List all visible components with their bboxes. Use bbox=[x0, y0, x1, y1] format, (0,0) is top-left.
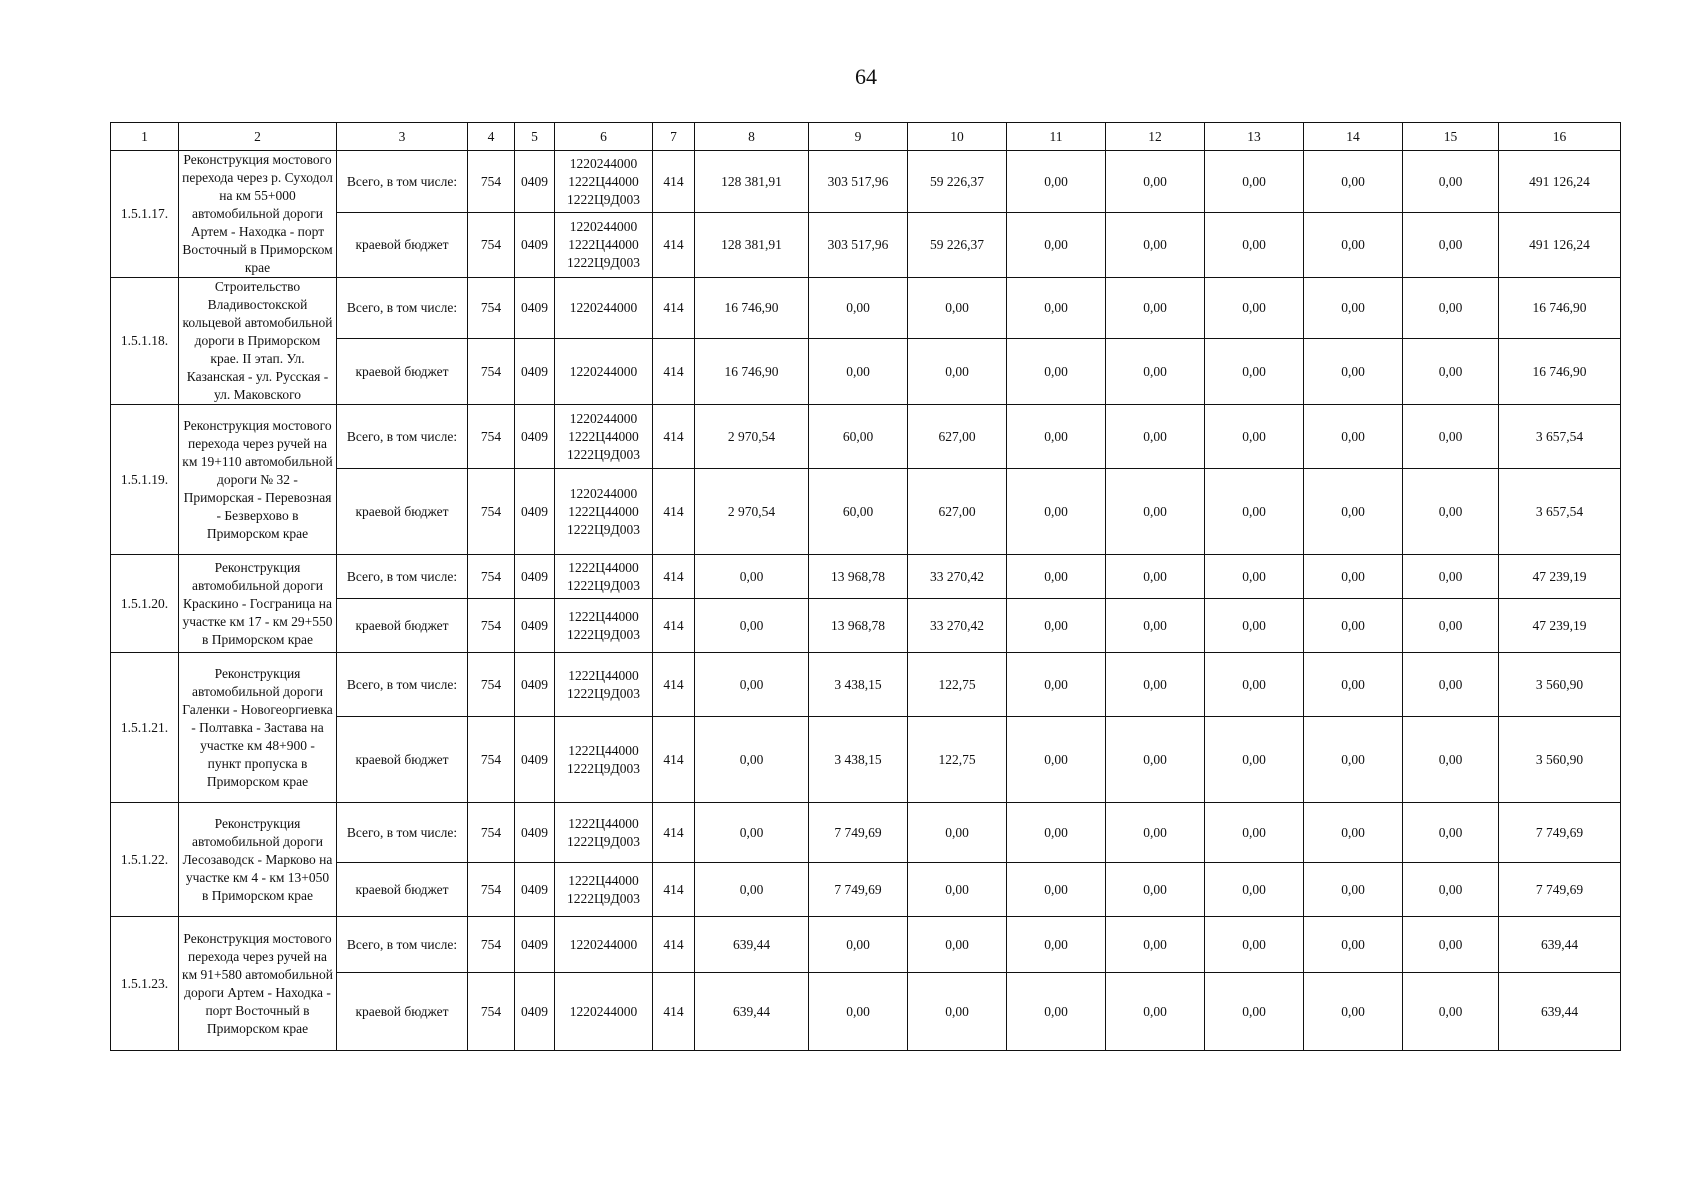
code-expense-type: 414 bbox=[653, 213, 695, 278]
amount-cell: 0,00 bbox=[1007, 599, 1106, 653]
target-article-code: 1222Ц44000 bbox=[568, 608, 639, 624]
amount-cell: 0,00 bbox=[1403, 917, 1499, 973]
column-header: 15 bbox=[1403, 123, 1499, 151]
code-section: 0409 bbox=[515, 717, 555, 803]
amount-cell: 2 970,54 bbox=[695, 405, 809, 469]
item-number: 1.5.1.22. bbox=[111, 803, 179, 917]
amount-cell: 0,00 bbox=[695, 717, 809, 803]
amount-cell: 0,00 bbox=[1403, 278, 1499, 339]
target-article-code: 1222Ц44000 bbox=[568, 173, 639, 189]
amount-cell: 3 438,15 bbox=[809, 717, 908, 803]
code-grbs: 754 bbox=[468, 469, 515, 555]
amount-cell: 0,00 bbox=[1304, 917, 1403, 973]
table-row bbox=[111, 213, 1621, 278]
code-grbs: 754 bbox=[468, 151, 515, 213]
amount-cell: 47 239,19 bbox=[1499, 599, 1621, 653]
column-header: 2 bbox=[179, 123, 337, 151]
code-target-article bbox=[555, 599, 653, 653]
amount-cell: 0,00 bbox=[1205, 973, 1304, 1051]
code-target-article bbox=[555, 555, 653, 599]
amount-cell: 0,00 bbox=[1304, 278, 1403, 339]
amount-cell: 16 746,90 bbox=[1499, 339, 1621, 405]
table-row bbox=[111, 278, 1621, 339]
code-section: 0409 bbox=[515, 213, 555, 278]
funding-source: Всего, в том числе: bbox=[337, 555, 468, 599]
amount-cell: 0,00 bbox=[1007, 469, 1106, 555]
column-header: 11 bbox=[1007, 123, 1106, 151]
item-name: Реконструкция мостового перехода через р. Суходол на км 55+000 автомобильной дороги Артем - Находка - порт Восточный в Приморском крае bbox=[179, 151, 337, 278]
funding-source: Всего, в том числе: bbox=[337, 653, 468, 717]
amount-cell: 0,00 bbox=[1205, 863, 1304, 917]
amount-cell: 0,00 bbox=[1007, 213, 1106, 278]
amount-cell: 0,00 bbox=[1205, 653, 1304, 717]
code-grbs: 754 bbox=[468, 599, 515, 653]
amount-cell: 0,00 bbox=[1106, 803, 1205, 863]
amount-cell: 0,00 bbox=[1007, 973, 1106, 1051]
amount-cell: 0,00 bbox=[1007, 278, 1106, 339]
amount-cell: 3 560,90 bbox=[1499, 717, 1621, 803]
funding-source: Всего, в том числе: bbox=[337, 151, 468, 213]
amount-cell: 491 126,24 bbox=[1499, 213, 1621, 278]
funding-source: Всего, в том числе: bbox=[337, 803, 468, 863]
code-section: 0409 bbox=[515, 863, 555, 917]
amount-cell: 0,00 bbox=[1007, 405, 1106, 469]
item-name: Реконструкция автомобильной дороги Краскино - Госграница на участке км 17 - км 29+550 в Приморском крае bbox=[179, 555, 337, 653]
code-expense-type: 414 bbox=[653, 339, 695, 405]
amount-cell: 2 970,54 bbox=[695, 469, 809, 555]
amount-cell: 0,00 bbox=[1205, 599, 1304, 653]
target-article-code: 1220244000 bbox=[569, 410, 638, 426]
column-header: 13 bbox=[1205, 123, 1304, 151]
code-target-article bbox=[555, 863, 653, 917]
amount-cell: 0,00 bbox=[1007, 653, 1106, 717]
table-row bbox=[111, 803, 1621, 863]
code-expense-type: 414 bbox=[653, 653, 695, 717]
code-grbs: 754 bbox=[468, 717, 515, 803]
amount-cell: 122,75 bbox=[908, 717, 1007, 803]
amount-cell: 0,00 bbox=[809, 973, 908, 1051]
amount-cell: 0,00 bbox=[1205, 717, 1304, 803]
code-grbs: 754 bbox=[468, 339, 515, 405]
amount-cell: 0,00 bbox=[908, 973, 1007, 1051]
code-section: 0409 bbox=[515, 151, 555, 213]
amount-cell: 0,00 bbox=[1403, 973, 1499, 1051]
amount-cell: 7 749,69 bbox=[809, 863, 908, 917]
amount-cell: 0,00 bbox=[1106, 339, 1205, 405]
amount-cell: 0,00 bbox=[1205, 405, 1304, 469]
amount-cell: 0,00 bbox=[1304, 599, 1403, 653]
amount-cell: 60,00 bbox=[809, 405, 908, 469]
column-header: 12 bbox=[1106, 123, 1205, 151]
amount-cell: 0,00 bbox=[1007, 151, 1106, 213]
item-number: 1.5.1.18. bbox=[111, 278, 179, 405]
amount-cell: 0,00 bbox=[1205, 469, 1304, 555]
code-expense-type: 414 bbox=[653, 599, 695, 653]
target-article-code: 1220244000 bbox=[569, 300, 638, 316]
amount-cell: 0,00 bbox=[695, 863, 809, 917]
funding-source: краевой бюджет bbox=[337, 213, 468, 278]
target-article-code: 1222Ц9Д003 bbox=[567, 833, 640, 849]
amount-cell: 0,00 bbox=[1007, 863, 1106, 917]
code-grbs: 754 bbox=[468, 555, 515, 599]
amount-cell: 33 270,42 bbox=[908, 555, 1007, 599]
target-article-code: 1220244000 bbox=[569, 363, 638, 379]
amount-cell: 0,00 bbox=[1403, 469, 1499, 555]
amount-cell: 0,00 bbox=[1205, 555, 1304, 599]
item-number: 1.5.1.19. bbox=[111, 405, 179, 555]
amount-cell: 0,00 bbox=[1106, 278, 1205, 339]
code-grbs: 754 bbox=[468, 803, 515, 863]
amount-cell: 0,00 bbox=[1007, 803, 1106, 863]
item-name: Реконструкция автомобильной дороги Галенки - Новогеоргиевка - Полтавка - Застава на участке км 48+900 - пункт пропуска в Приморском крае bbox=[179, 653, 337, 803]
amount-cell: 0,00 bbox=[1304, 555, 1403, 599]
amount-cell: 639,44 bbox=[695, 917, 809, 973]
amount-cell: 0,00 bbox=[1403, 339, 1499, 405]
target-article-code: 1222Ц9Д003 bbox=[567, 760, 640, 776]
amount-cell: 0,00 bbox=[1106, 555, 1205, 599]
budget-table bbox=[110, 122, 1621, 1051]
column-header: 8 bbox=[695, 123, 809, 151]
amount-cell: 0,00 bbox=[1106, 863, 1205, 917]
table-body bbox=[111, 151, 1621, 1051]
code-expense-type: 414 bbox=[653, 151, 695, 213]
amount-cell: 0,00 bbox=[1403, 151, 1499, 213]
target-article-code: 1220244000 bbox=[569, 1003, 638, 1019]
code-section: 0409 bbox=[515, 599, 555, 653]
target-article-code: 1222Ц44000 bbox=[568, 742, 639, 758]
amount-cell: 122,75 bbox=[908, 653, 1007, 717]
table-row bbox=[111, 469, 1621, 555]
code-expense-type: 414 bbox=[653, 555, 695, 599]
table-row bbox=[111, 973, 1621, 1051]
table-row bbox=[111, 599, 1621, 653]
code-target-article bbox=[555, 339, 653, 405]
amount-cell: 0,00 bbox=[1205, 339, 1304, 405]
funding-source: краевой бюджет bbox=[337, 469, 468, 555]
amount-cell: 0,00 bbox=[1106, 599, 1205, 653]
code-target-article bbox=[555, 151, 653, 213]
code-expense-type: 414 bbox=[653, 405, 695, 469]
target-article-code: 1222Ц44000 bbox=[568, 503, 639, 519]
amount-cell: 0,00 bbox=[1007, 339, 1106, 405]
code-target-article bbox=[555, 405, 653, 469]
target-article-code: 1222Ц44000 bbox=[568, 428, 639, 444]
item-name: Реконструкция мостового перехода через ручей на км 19+110 автомобильной дороги № 32 - Приморская - Перевозная - Безверхово в Приморском крае bbox=[179, 405, 337, 555]
code-target-article bbox=[555, 278, 653, 339]
amount-cell: 16 746,90 bbox=[695, 339, 809, 405]
code-grbs: 754 bbox=[468, 917, 515, 973]
amount-cell: 0,00 bbox=[1304, 469, 1403, 555]
target-article-code: 1222Ц9Д003 bbox=[567, 446, 640, 462]
target-article-code: 1222Ц9Д003 bbox=[567, 577, 640, 593]
amount-cell: 0,00 bbox=[809, 917, 908, 973]
code-grbs: 754 bbox=[468, 278, 515, 339]
amount-cell: 128 381,91 bbox=[695, 151, 809, 213]
amount-cell: 0,00 bbox=[1403, 599, 1499, 653]
amount-cell: 0,00 bbox=[1106, 405, 1205, 469]
column-header: 6 bbox=[555, 123, 653, 151]
amount-cell: 13 968,78 bbox=[809, 599, 908, 653]
amount-cell: 0,00 bbox=[695, 653, 809, 717]
target-article-code: 1220244000 bbox=[569, 219, 638, 235]
column-header: 7 bbox=[653, 123, 695, 151]
amount-cell: 0,00 bbox=[908, 863, 1007, 917]
item-name: Реконструкция автомобильной дороги Лесозаводск - Марково на участке км 4 - км 13+050 в Приморском крае bbox=[179, 803, 337, 917]
amount-cell: 639,44 bbox=[1499, 917, 1621, 973]
table-row bbox=[111, 339, 1621, 405]
target-article-code: 1222Ц9Д003 bbox=[567, 255, 640, 271]
amount-cell: 0,00 bbox=[1007, 917, 1106, 973]
amount-cell: 639,44 bbox=[695, 973, 809, 1051]
amount-cell: 16 746,90 bbox=[695, 278, 809, 339]
column-header: 14 bbox=[1304, 123, 1403, 151]
amount-cell: 0,00 bbox=[1403, 405, 1499, 469]
target-article-code: 1222Ц44000 bbox=[568, 667, 639, 683]
code-section: 0409 bbox=[515, 405, 555, 469]
column-header: 1 bbox=[111, 123, 179, 151]
amount-cell: 0,00 bbox=[1304, 151, 1403, 213]
code-target-article bbox=[555, 213, 653, 278]
amount-cell: 0,00 bbox=[1304, 973, 1403, 1051]
amount-cell: 0,00 bbox=[1106, 717, 1205, 803]
amount-cell: 0,00 bbox=[1205, 278, 1304, 339]
target-article-code: 1222Ц44000 bbox=[568, 237, 639, 253]
amount-cell: 0,00 bbox=[1304, 405, 1403, 469]
amount-cell: 47 239,19 bbox=[1499, 555, 1621, 599]
code-section: 0409 bbox=[515, 339, 555, 405]
amount-cell: 0,00 bbox=[695, 555, 809, 599]
amount-cell: 59 226,37 bbox=[908, 151, 1007, 213]
amount-cell: 0,00 bbox=[1106, 213, 1205, 278]
funding-source: краевой бюджет bbox=[337, 717, 468, 803]
amount-cell: 0,00 bbox=[1403, 213, 1499, 278]
target-article-code: 1222Ц44000 bbox=[568, 815, 639, 831]
code-section: 0409 bbox=[515, 917, 555, 973]
target-article-code: 1222Ц9Д003 bbox=[567, 890, 640, 906]
column-header: 4 bbox=[468, 123, 515, 151]
code-expense-type: 414 bbox=[653, 863, 695, 917]
table-row bbox=[111, 555, 1621, 599]
amount-cell: 0,00 bbox=[1205, 803, 1304, 863]
amount-cell: 3 657,54 bbox=[1499, 405, 1621, 469]
code-target-article bbox=[555, 717, 653, 803]
amount-cell: 0,00 bbox=[1403, 717, 1499, 803]
code-section: 0409 bbox=[515, 803, 555, 863]
amount-cell: 0,00 bbox=[908, 339, 1007, 405]
code-expense-type: 414 bbox=[653, 803, 695, 863]
item-name: Строительство Владивостокской кольцевой автомобильной дороги в Приморском крае. II этап. Ул. Казанская - ул. Русская - ул. Маковского bbox=[179, 278, 337, 405]
amount-cell: 0,00 bbox=[1205, 917, 1304, 973]
table-row bbox=[111, 863, 1621, 917]
amount-cell: 3 657,54 bbox=[1499, 469, 1621, 555]
item-number: 1.5.1.20. bbox=[111, 555, 179, 653]
table-row bbox=[111, 653, 1621, 717]
code-expense-type: 414 bbox=[653, 278, 695, 339]
code-grbs: 754 bbox=[468, 863, 515, 917]
code-grbs: 754 bbox=[468, 405, 515, 469]
item-number: 1.5.1.21. bbox=[111, 653, 179, 803]
funding-source: Всего, в том числе: bbox=[337, 278, 468, 339]
code-grbs: 754 bbox=[468, 213, 515, 278]
amount-cell: 0,00 bbox=[1304, 653, 1403, 717]
amount-cell: 7 749,69 bbox=[1499, 803, 1621, 863]
code-expense-type: 414 bbox=[653, 717, 695, 803]
amount-cell: 59 226,37 bbox=[908, 213, 1007, 278]
amount-cell: 60,00 bbox=[809, 469, 908, 555]
amount-cell: 0,00 bbox=[1007, 717, 1106, 803]
code-section: 0409 bbox=[515, 653, 555, 717]
code-section: 0409 bbox=[515, 973, 555, 1051]
amount-cell: 0,00 bbox=[1106, 653, 1205, 717]
code-grbs: 754 bbox=[468, 653, 515, 717]
funding-source: Всего, в том числе: bbox=[337, 405, 468, 469]
item-number: 1.5.1.23. bbox=[111, 917, 179, 1051]
table-header bbox=[111, 123, 1621, 151]
code-target-article bbox=[555, 917, 653, 973]
amount-cell: 0,00 bbox=[809, 278, 908, 339]
target-article-code: 1222Ц9Д003 bbox=[567, 191, 640, 207]
amount-cell: 33 270,42 bbox=[908, 599, 1007, 653]
target-article-code: 1222Ц9Д003 bbox=[567, 521, 640, 537]
amount-cell: 0,00 bbox=[1304, 213, 1403, 278]
page-number: 64 bbox=[855, 64, 877, 89]
code-target-article bbox=[555, 803, 653, 863]
amount-cell: 7 749,69 bbox=[1499, 863, 1621, 917]
amount-cell: 128 381,91 bbox=[695, 213, 809, 278]
target-article-code: 1220244000 bbox=[569, 155, 638, 171]
table-row bbox=[111, 151, 1621, 213]
amount-cell: 0,00 bbox=[1106, 469, 1205, 555]
funding-source: краевой бюджет bbox=[337, 599, 468, 653]
amount-cell: 7 749,69 bbox=[809, 803, 908, 863]
code-target-article bbox=[555, 469, 653, 555]
amount-cell: 0,00 bbox=[1106, 917, 1205, 973]
amount-cell: 0,00 bbox=[1304, 717, 1403, 803]
table-row bbox=[111, 405, 1621, 469]
amount-cell: 0,00 bbox=[908, 803, 1007, 863]
amount-cell: 0,00 bbox=[1007, 555, 1106, 599]
amount-cell: 303 517,96 bbox=[809, 151, 908, 213]
amount-cell: 0,00 bbox=[1403, 803, 1499, 863]
amount-cell: 0,00 bbox=[1403, 653, 1499, 717]
target-article-code: 1222Ц9Д003 bbox=[567, 626, 640, 642]
funding-source: краевой бюджет bbox=[337, 339, 468, 405]
amount-cell: 0,00 bbox=[1205, 213, 1304, 278]
funding-source: Всего, в том числе: bbox=[337, 917, 468, 973]
amount-cell: 3 560,90 bbox=[1499, 653, 1621, 717]
header-row bbox=[111, 123, 1621, 151]
code-expense-type: 414 bbox=[653, 973, 695, 1051]
amount-cell: 639,44 bbox=[1499, 973, 1621, 1051]
table-row bbox=[111, 717, 1621, 803]
column-header: 9 bbox=[809, 123, 908, 151]
code-target-article bbox=[555, 973, 653, 1051]
amount-cell: 3 438,15 bbox=[809, 653, 908, 717]
amount-cell: 0,00 bbox=[695, 803, 809, 863]
amount-cell: 0,00 bbox=[1403, 555, 1499, 599]
amount-cell: 0,00 bbox=[809, 339, 908, 405]
code-grbs: 754 bbox=[468, 973, 515, 1051]
target-article-code: 1222Ц44000 bbox=[568, 559, 639, 575]
amount-cell: 0,00 bbox=[908, 917, 1007, 973]
amount-cell: 13 968,78 bbox=[809, 555, 908, 599]
code-section: 0409 bbox=[515, 278, 555, 339]
column-header: 5 bbox=[515, 123, 555, 151]
code-section: 0409 bbox=[515, 555, 555, 599]
funding-source: краевой бюджет bbox=[337, 863, 468, 917]
code-expense-type: 414 bbox=[653, 469, 695, 555]
amount-cell: 491 126,24 bbox=[1499, 151, 1621, 213]
amount-cell: 0,00 bbox=[1106, 151, 1205, 213]
amount-cell: 627,00 bbox=[908, 405, 1007, 469]
target-article-code: 1222Ц44000 bbox=[568, 872, 639, 888]
table-row bbox=[111, 917, 1621, 973]
column-header: 10 bbox=[908, 123, 1007, 151]
target-article-code: 1220244000 bbox=[569, 485, 638, 501]
funding-source: краевой бюджет bbox=[337, 973, 468, 1051]
amount-cell: 16 746,90 bbox=[1499, 278, 1621, 339]
amount-cell: 0,00 bbox=[1205, 151, 1304, 213]
amount-cell: 303 517,96 bbox=[809, 213, 908, 278]
amount-cell: 0,00 bbox=[908, 278, 1007, 339]
amount-cell: 0,00 bbox=[1304, 803, 1403, 863]
target-article-code: 1222Ц9Д003 bbox=[567, 685, 640, 701]
amount-cell: 0,00 bbox=[1304, 339, 1403, 405]
item-number: 1.5.1.17. bbox=[111, 151, 179, 278]
code-expense-type: 414 bbox=[653, 917, 695, 973]
target-article-code: 1220244000 bbox=[569, 936, 638, 952]
code-section: 0409 bbox=[515, 469, 555, 555]
column-header: 3 bbox=[337, 123, 468, 151]
amount-cell: 0,00 bbox=[1304, 863, 1403, 917]
amount-cell: 627,00 bbox=[908, 469, 1007, 555]
amount-cell: 0,00 bbox=[1106, 973, 1205, 1051]
column-header: 16 bbox=[1499, 123, 1621, 151]
amount-cell: 0,00 bbox=[1403, 863, 1499, 917]
code-target-article bbox=[555, 653, 653, 717]
amount-cell: 0,00 bbox=[695, 599, 809, 653]
item-name: Реконструкция мостового перехода через ручей на км 91+580 автомобильной дороги Артем - Находка - порт Восточный в Приморском крае bbox=[179, 917, 337, 1051]
